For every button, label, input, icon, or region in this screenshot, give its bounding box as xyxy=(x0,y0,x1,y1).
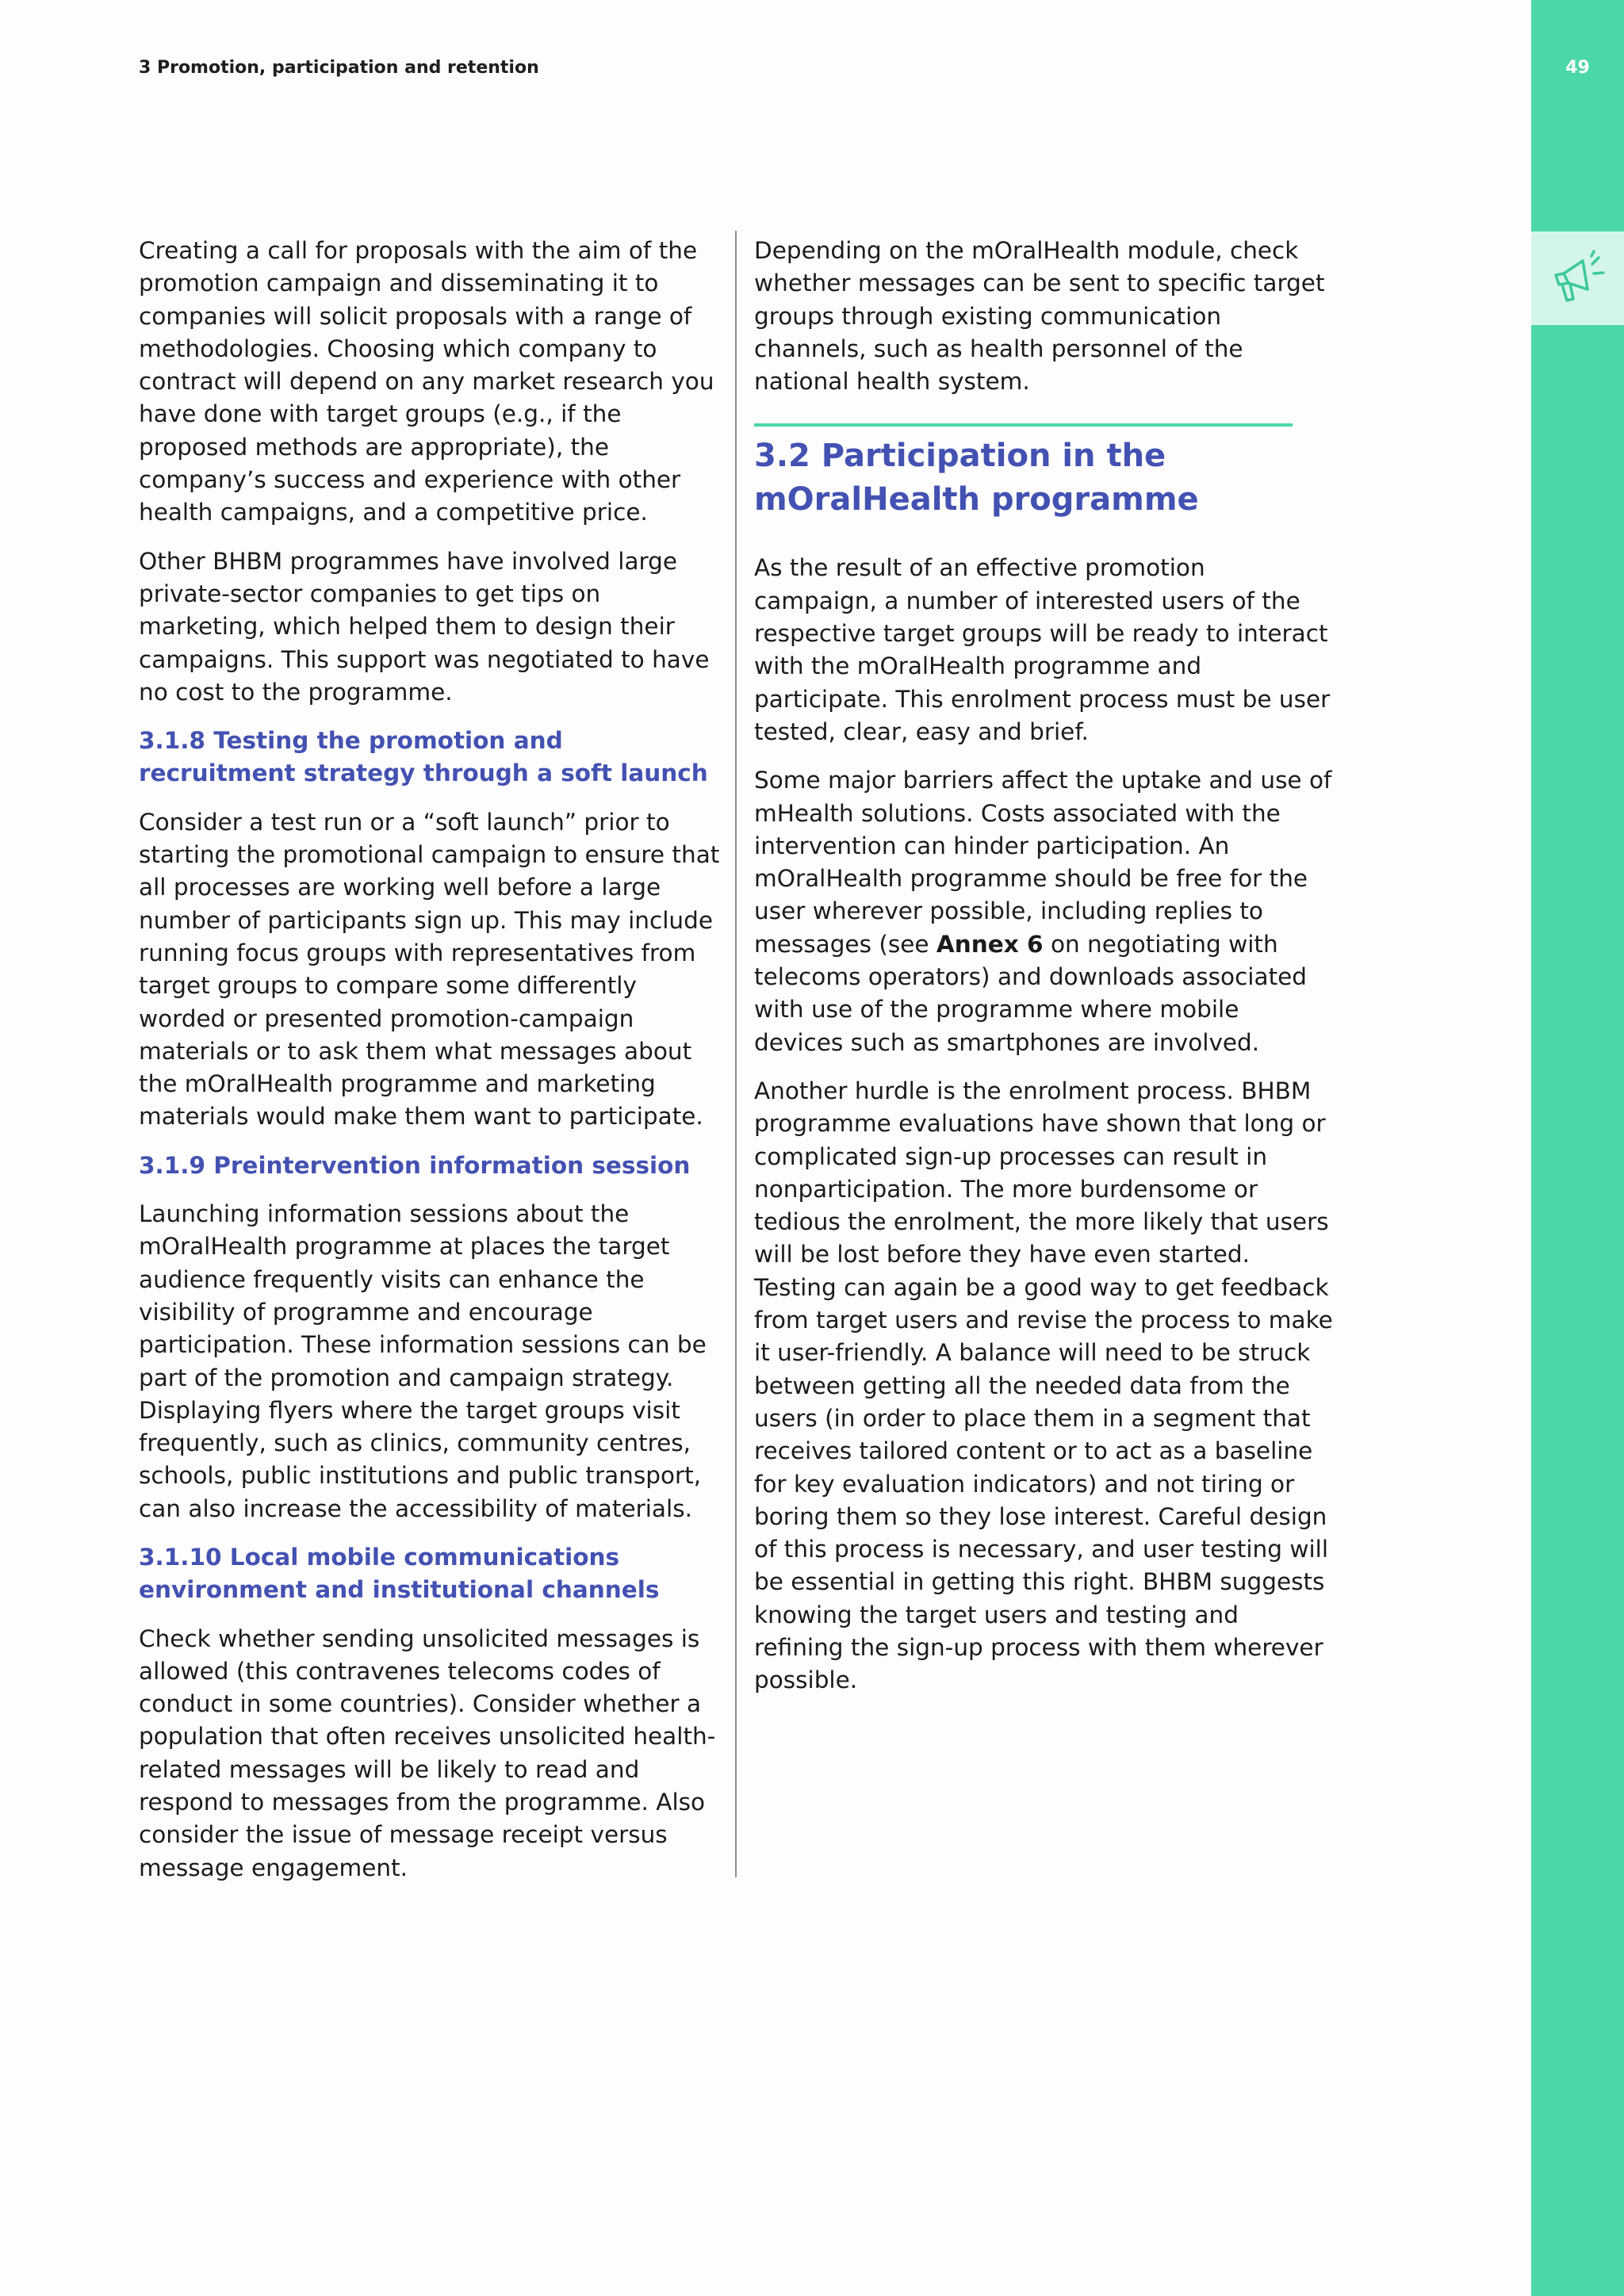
paragraph: Another hurdle is the enrolment process. BHBM programme evaluations have shown that long or complicated sign-up processes can result in nonparticipation. The more burdensome or tedious the enrolment, the more likely that users will be lost before they have even started. Testing can again be a good way to get feedback from target users and revise the process to make it user-friendly. A balance will need to be struck between getting all the needed data from the users (in order to place them in a segment that receives tailored content or to act as a baseline for key evaluation indicators) and not tiring or boring them so they lose interest. Careful design of this process is necessary, and user testing will be essential in getting this right. BHBM suggests knowing the target users and testing and refining the sign-up process with them wherever possible. xyxy=(754,1077,1333,1694)
section-rule xyxy=(754,423,1293,427)
megaphone-icon xyxy=(1546,247,1610,310)
side-band xyxy=(1531,0,1624,2296)
subsection-heading-3-1-8: 3.1.8 Testing the promotion and recruitment strategy through a soft launch xyxy=(139,727,708,787)
paragraph: As the result of an effective promotion campaign, a number of interested users of the respective target groups will be ready to interact with the mOralHealth programme and participate. This enrolment process must be user tested, clear, easy and brief. xyxy=(754,554,1331,745)
running-header: 3 Promotion, participation and retention xyxy=(139,58,539,78)
column-divider xyxy=(735,231,737,1877)
paragraph: Consider a test run or a “soft launch” prior to starting the promotional campaign to ensure that all processes are working well before a large number of participants sign up. This may include running focus groups with representatives from target groups to compare some differently worded or presented promotion-campaign materials or to ask them what messages about the mOralHealth programme and marketing materials would make them want to participate. xyxy=(139,808,720,1131)
paragraph: Creating a call for proposals with the aim of the promotion campaign and disseminating it to companies will solicit proposals with a range of methodologies. Choosing which company to contract will depend on any market research you have done with target groups (e.g., if the proposed methods are appropriate), the company’s success and experience with other health campaigns, and a competitive price. xyxy=(139,237,714,526)
paragraph: Depending on the mOralHealth module, check whether messages can be sent to specific target groups through existing communication channels, such as health personnel of the national health system. xyxy=(754,237,1325,396)
paragraph xyxy=(754,764,1333,1059)
subsection-heading-3-1-10: 3.1.10 Local mobile communications environment and institutional channels xyxy=(139,1543,660,1604)
left-column xyxy=(139,235,722,1900)
section-heading-3-2: 3.2 Participation in the mOralHealth programme xyxy=(754,438,1199,519)
right-column xyxy=(754,235,1333,1713)
page-number: 49 xyxy=(1565,58,1590,78)
subsection-heading-3-1-9: 3.1.9 Preintervention information session xyxy=(139,1151,691,1179)
annex-reference: Annex 6 xyxy=(936,930,1044,958)
paragraph: Check whether sending unsolicited messages is allowed (this contravenes telecoms codes of conduct in some countries). Consider whether a population that often receives unsolicited health-related messages will be likely to read and respond to messages from the programme. Also consider the issue of message receipt versus message engagement. xyxy=(139,1624,716,1881)
icon-tab xyxy=(1531,232,1624,325)
paragraph: Launching information sessions about the mOralHealth programme at places the target audience frequently visits can enhance the visibility of programme and encourage participation. These information sessions can be part of the promotion and campaign strategy. Displaying flyers where the target groups visit frequently, such as clinics, community centres, schools, public institutions and public transport, can also increase the accessibility of materials. xyxy=(139,1200,707,1522)
paragraph-text: Some major barriers affect the uptake and use of mHealth solutions. Costs associated with the intervention can hinder participation. An mOralHealth programme should be free for the user wherever possible, including replies to messages (see xyxy=(754,767,1332,958)
paragraph-text: on negotiating with telecoms operators) and downloads associated with use of the programme where mobile devices such as smartphones are involved. xyxy=(754,930,1308,1056)
paragraph: Other BHBM programmes have involved large private-sector companies to get tips on marketing, which helped them to design their campaigns. This support was negotiated to have no cost to the programme. xyxy=(139,547,710,706)
